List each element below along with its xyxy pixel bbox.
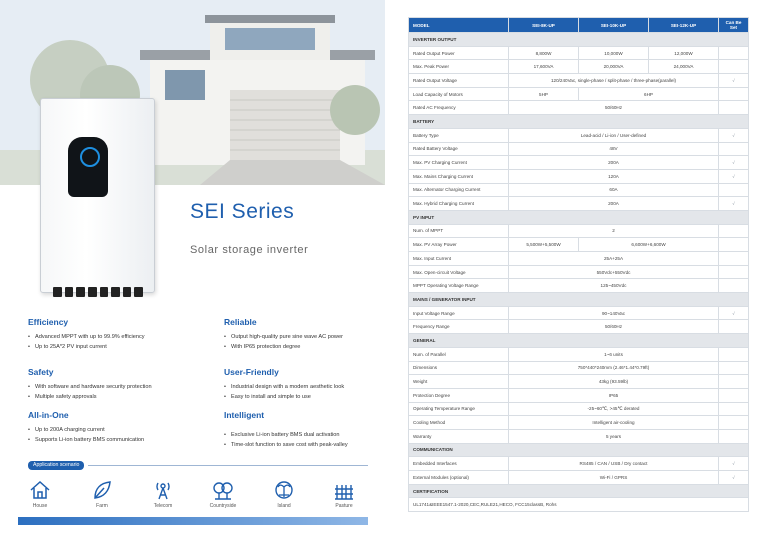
feature-user-friendly: [224, 367, 399, 402]
spec-value: 25A+25A: [509, 252, 719, 266]
spec-value: IP65: [509, 388, 719, 402]
spec-label: Max. Alternator Charging Current: [409, 183, 509, 197]
spec-label: Rated Output Voltage: [409, 74, 509, 88]
inverter-product-image: [40, 98, 155, 293]
spec-row: [409, 128, 749, 142]
spec-value: 10,000W: [579, 46, 649, 60]
spec-label: Max. Peak Power: [409, 60, 509, 74]
spec-label: Embedded Interfaces: [409, 457, 509, 471]
spec-label: Rated Battery Voltage: [409, 142, 509, 156]
spec-value: Intelligent air-cooling: [509, 416, 719, 430]
spec-label: Max. PV Array Power: [409, 238, 509, 252]
spec-section-title: CERTIFICATION: [409, 484, 749, 498]
spec-section-row: [409, 334, 749, 348]
spec-label: Input Voltage Range: [409, 306, 509, 320]
spec-value: 5,500W+5,500W: [509, 238, 579, 252]
spec-row: [409, 142, 749, 156]
inverter-screen: [80, 147, 100, 167]
spec-value: 24,000VA: [649, 60, 719, 74]
spec-can-be-set: [719, 388, 749, 402]
spec-row: [409, 183, 749, 197]
spec-row: [409, 74, 749, 88]
spec-can-be-set: [719, 238, 749, 252]
spec-section-title: MAINS / GENERATOR INPUT: [409, 293, 749, 307]
spec-section-title: COMMUNICATION: [409, 443, 749, 457]
spec-can-be-set: √: [719, 197, 749, 211]
spec-label: Operating Temperature Range: [409, 402, 509, 416]
spec-value: 2: [509, 224, 719, 238]
spec-row: [409, 46, 749, 60]
header-model: MODEL: [409, 18, 509, 33]
spec-value: 6,600W+6,600W: [579, 238, 719, 252]
spec-value: 750*440*240mm (2.46*1.44*0.79ft): [509, 361, 719, 375]
spec-label: External Modules (optional): [409, 471, 509, 485]
header-sei-8k: SEI-8K-UP: [509, 18, 579, 33]
spec-row: [409, 347, 749, 361]
spec-value: 125~450Vdc: [509, 279, 719, 293]
spec-can-be-set: [719, 402, 749, 416]
feature-item: • With software and hardware security protection: [28, 382, 203, 392]
spec-value: 5HP: [509, 87, 579, 101]
spec-label: Max. Hybrid Charging Current: [409, 197, 509, 211]
feature-item: • Easy to install and simple to use: [224, 392, 399, 402]
spec-value: Wi-Fi / GPRS: [509, 471, 719, 485]
spec-label: Max. PV Charging Current: [409, 156, 509, 170]
footer-gradient-bar: [18, 517, 368, 525]
feature-efficiency: [28, 317, 203, 352]
feature-safety: [28, 367, 203, 402]
feature-title: Reliable: [224, 317, 257, 327]
spec-table-container: [408, 17, 748, 512]
spec-can-be-set: [719, 429, 749, 443]
spec-value: 17,600VA: [509, 60, 579, 74]
spec-label: Warranty: [409, 429, 509, 443]
spec-value: 120/240Vac, single-phase / split-phase / three-phase(parallel): [509, 74, 719, 88]
spec-label: Load Capacity of Motors: [409, 87, 509, 101]
spec-section-row: [409, 210, 749, 224]
spec-row: [409, 375, 749, 389]
spec-can-be-set: [719, 101, 749, 115]
feature-title: Intelligent: [224, 410, 265, 420]
feature-item: • Up to 200A charging current: [28, 425, 203, 435]
feature-item: • With IP65 protection degree: [224, 342, 399, 352]
spec-certification-row: [409, 498, 749, 512]
spec-label: Max. Input Current: [409, 252, 509, 266]
feature-item: • Exclusive Li-ion battery BMS dual activation: [224, 430, 399, 440]
spec-can-be-set: [719, 46, 749, 60]
feature-intelligent: [224, 410, 399, 450]
scenario-divider: [88, 465, 368, 466]
feature-item: • Multiple safety approvals: [28, 392, 203, 402]
spec-can-be-set: √: [719, 471, 749, 485]
spec-can-be-set: √: [719, 457, 749, 471]
spec-can-be-set: [719, 183, 749, 197]
spec-label: Weight: [409, 375, 509, 389]
spec-section-row: [409, 115, 749, 129]
inverter-display-panel: [68, 137, 108, 197]
spec-can-be-set: √: [719, 306, 749, 320]
spec-section-row: [409, 33, 749, 47]
spec-can-be-set: [719, 60, 749, 74]
scenario-label: Telecom: [153, 503, 173, 509]
feature-item: • Industrial design with a modern aesthetic look: [224, 382, 399, 392]
spec-table: [408, 17, 749, 512]
spec-can-be-set: [719, 320, 749, 334]
spec-can-be-set: [719, 416, 749, 430]
antenna-icon: [152, 480, 174, 500]
spec-row: [409, 252, 749, 266]
spec-certification-text: UL1741&IEEE1547.1-2020,CEC,RULE21,HECO, FCC15classB, Rohs: [409, 498, 749, 512]
spec-row: [409, 416, 749, 430]
house-icon: [29, 480, 51, 500]
spec-row: [409, 101, 749, 115]
spec-label: Dimensions: [409, 361, 509, 375]
feature-item: • Time-slot function to save cost with peak-valley: [224, 440, 399, 450]
scenario-label: Island: [277, 503, 291, 509]
spec-label: Max. Open-circuit Voltage: [409, 265, 509, 279]
scenario-label: Pasture: [335, 503, 353, 509]
spec-label: Cooling Method: [409, 416, 509, 430]
spec-value: 12,000W: [649, 46, 719, 60]
scenario-pasture: [319, 480, 369, 509]
spec-value: Lead-acid / Li-ion / User-defined: [509, 128, 719, 142]
spec-value: 200A: [509, 156, 719, 170]
spec-can-be-set: [719, 142, 749, 156]
spec-row: [409, 265, 749, 279]
header-sei-10k: SEI-10K-UP: [579, 18, 649, 33]
feature-item: • Up to 25A*2 PV input current: [28, 342, 203, 352]
inverter-ports: [53, 287, 143, 297]
header-can-be-set: Can Be Set: [719, 18, 749, 33]
spec-value: 550Vdc+550Vdc: [509, 265, 719, 279]
scenario-island: [259, 480, 309, 509]
scenario-countryside: [198, 480, 248, 509]
spec-can-be-set: [719, 361, 749, 375]
scenario-label: Farm: [96, 503, 108, 509]
spec-value: 48V: [509, 142, 719, 156]
spec-value: 200A: [509, 197, 719, 211]
spec-row: [409, 306, 749, 320]
spec-can-be-set: [719, 252, 749, 266]
feature-item: • Output high-quality pure sine wave AC power: [224, 332, 399, 342]
feature-title: Safety: [28, 367, 54, 377]
spec-section-title: PV INPUT: [409, 210, 749, 224]
spec-row: [409, 156, 749, 170]
feature-all-in-one: [28, 410, 203, 445]
application-scenario-tag: Application scenario: [28, 461, 84, 470]
spec-value: 8,800W: [509, 46, 579, 60]
spec-row: [409, 429, 749, 443]
spec-row: [409, 197, 749, 211]
scenario-label: Countryside: [209, 503, 237, 509]
spec-value: RS485 / CAN / USB / Dry contact: [509, 457, 719, 471]
feature-reliable: [224, 317, 399, 352]
scenario-farm: [77, 480, 127, 509]
palm-icon: [273, 480, 295, 500]
spec-label: Frequency Range: [409, 320, 509, 334]
spec-row: [409, 402, 749, 416]
scenario-label: House: [32, 503, 48, 509]
feature-title: Efficiency: [28, 317, 69, 327]
spec-value: 6HP: [579, 87, 719, 101]
spec-table-header: [409, 18, 749, 33]
spec-row: [409, 60, 749, 74]
feature-title: User-Friendly: [224, 367, 279, 377]
spec-label: MPPT Operating Voltage Range: [409, 279, 509, 293]
spec-section-row: [409, 293, 749, 307]
spec-can-be-set: √: [719, 169, 749, 183]
spec-section-title: INVERTER OUTPUT: [409, 33, 749, 47]
spec-can-be-set: [719, 347, 749, 361]
spec-label: Max. Mains Charging Current: [409, 169, 509, 183]
spec-can-be-set: √: [719, 156, 749, 170]
spec-label: Num. of MPPT: [409, 224, 509, 238]
spec-can-be-set: [719, 279, 749, 293]
spec-row: [409, 279, 749, 293]
spec-section-row: [409, 443, 749, 457]
scenario-telecom: [138, 480, 188, 509]
spec-section-title: GENERAL: [409, 334, 749, 348]
spec-value: 1~6 units: [509, 347, 719, 361]
spec-label: Num. of Parallel: [409, 347, 509, 361]
spec-section-title: BATTERY: [409, 115, 749, 129]
scenario-house: [15, 480, 65, 509]
spec-value: 90~140Vac: [509, 306, 719, 320]
spec-row: [409, 361, 749, 375]
spec-row: [409, 169, 749, 183]
spec-label: Rated AC Frequency: [409, 101, 509, 115]
spec-can-be-set: √: [719, 74, 749, 88]
spec-label: Protection Degree: [409, 388, 509, 402]
leaf-icon: [91, 480, 113, 500]
spec-row: [409, 87, 749, 101]
spec-row: [409, 388, 749, 402]
fence-icon: [333, 480, 355, 500]
spec-section-row: [409, 484, 749, 498]
spec-row: [409, 457, 749, 471]
spec-value: 20,000VA: [579, 60, 649, 74]
spec-row: [409, 471, 749, 485]
spec-label: Rated Output Power: [409, 46, 509, 60]
spec-value: 60A: [509, 183, 719, 197]
spec-value: -25~60℃, >45℃ derated: [509, 402, 719, 416]
spec-table-body: [409, 33, 749, 512]
spec-value: 50/60Hz: [509, 320, 719, 334]
spec-value: 50/60Hz: [509, 101, 719, 115]
feature-item: • Supports Li-ion battery BMS communication: [28, 435, 203, 445]
spec-can-be-set: √: [719, 128, 749, 142]
spec-row: [409, 320, 749, 334]
spec-label: Battery Type: [409, 128, 509, 142]
spec-can-be-set: [719, 375, 749, 389]
feature-item: • Advanced MPPT with up to 99.9% efficiency: [28, 332, 203, 342]
spec-value: 5 years: [509, 429, 719, 443]
series-title: SEI Series: [190, 200, 295, 223]
spec-row: [409, 238, 749, 252]
spec-can-be-set: [719, 224, 749, 238]
feature-title: All-in-One: [28, 410, 69, 420]
spec-can-be-set: [719, 265, 749, 279]
spec-row: [409, 224, 749, 238]
series-subtitle: Solar storage inverter: [190, 244, 309, 256]
trees-icon: [212, 480, 234, 500]
spec-value: 43kg (93.59lb): [509, 375, 719, 389]
header-sei-12k: SEI-12K-UP: [649, 18, 719, 33]
spec-value: 120A: [509, 169, 719, 183]
spec-can-be-set: [719, 87, 749, 101]
